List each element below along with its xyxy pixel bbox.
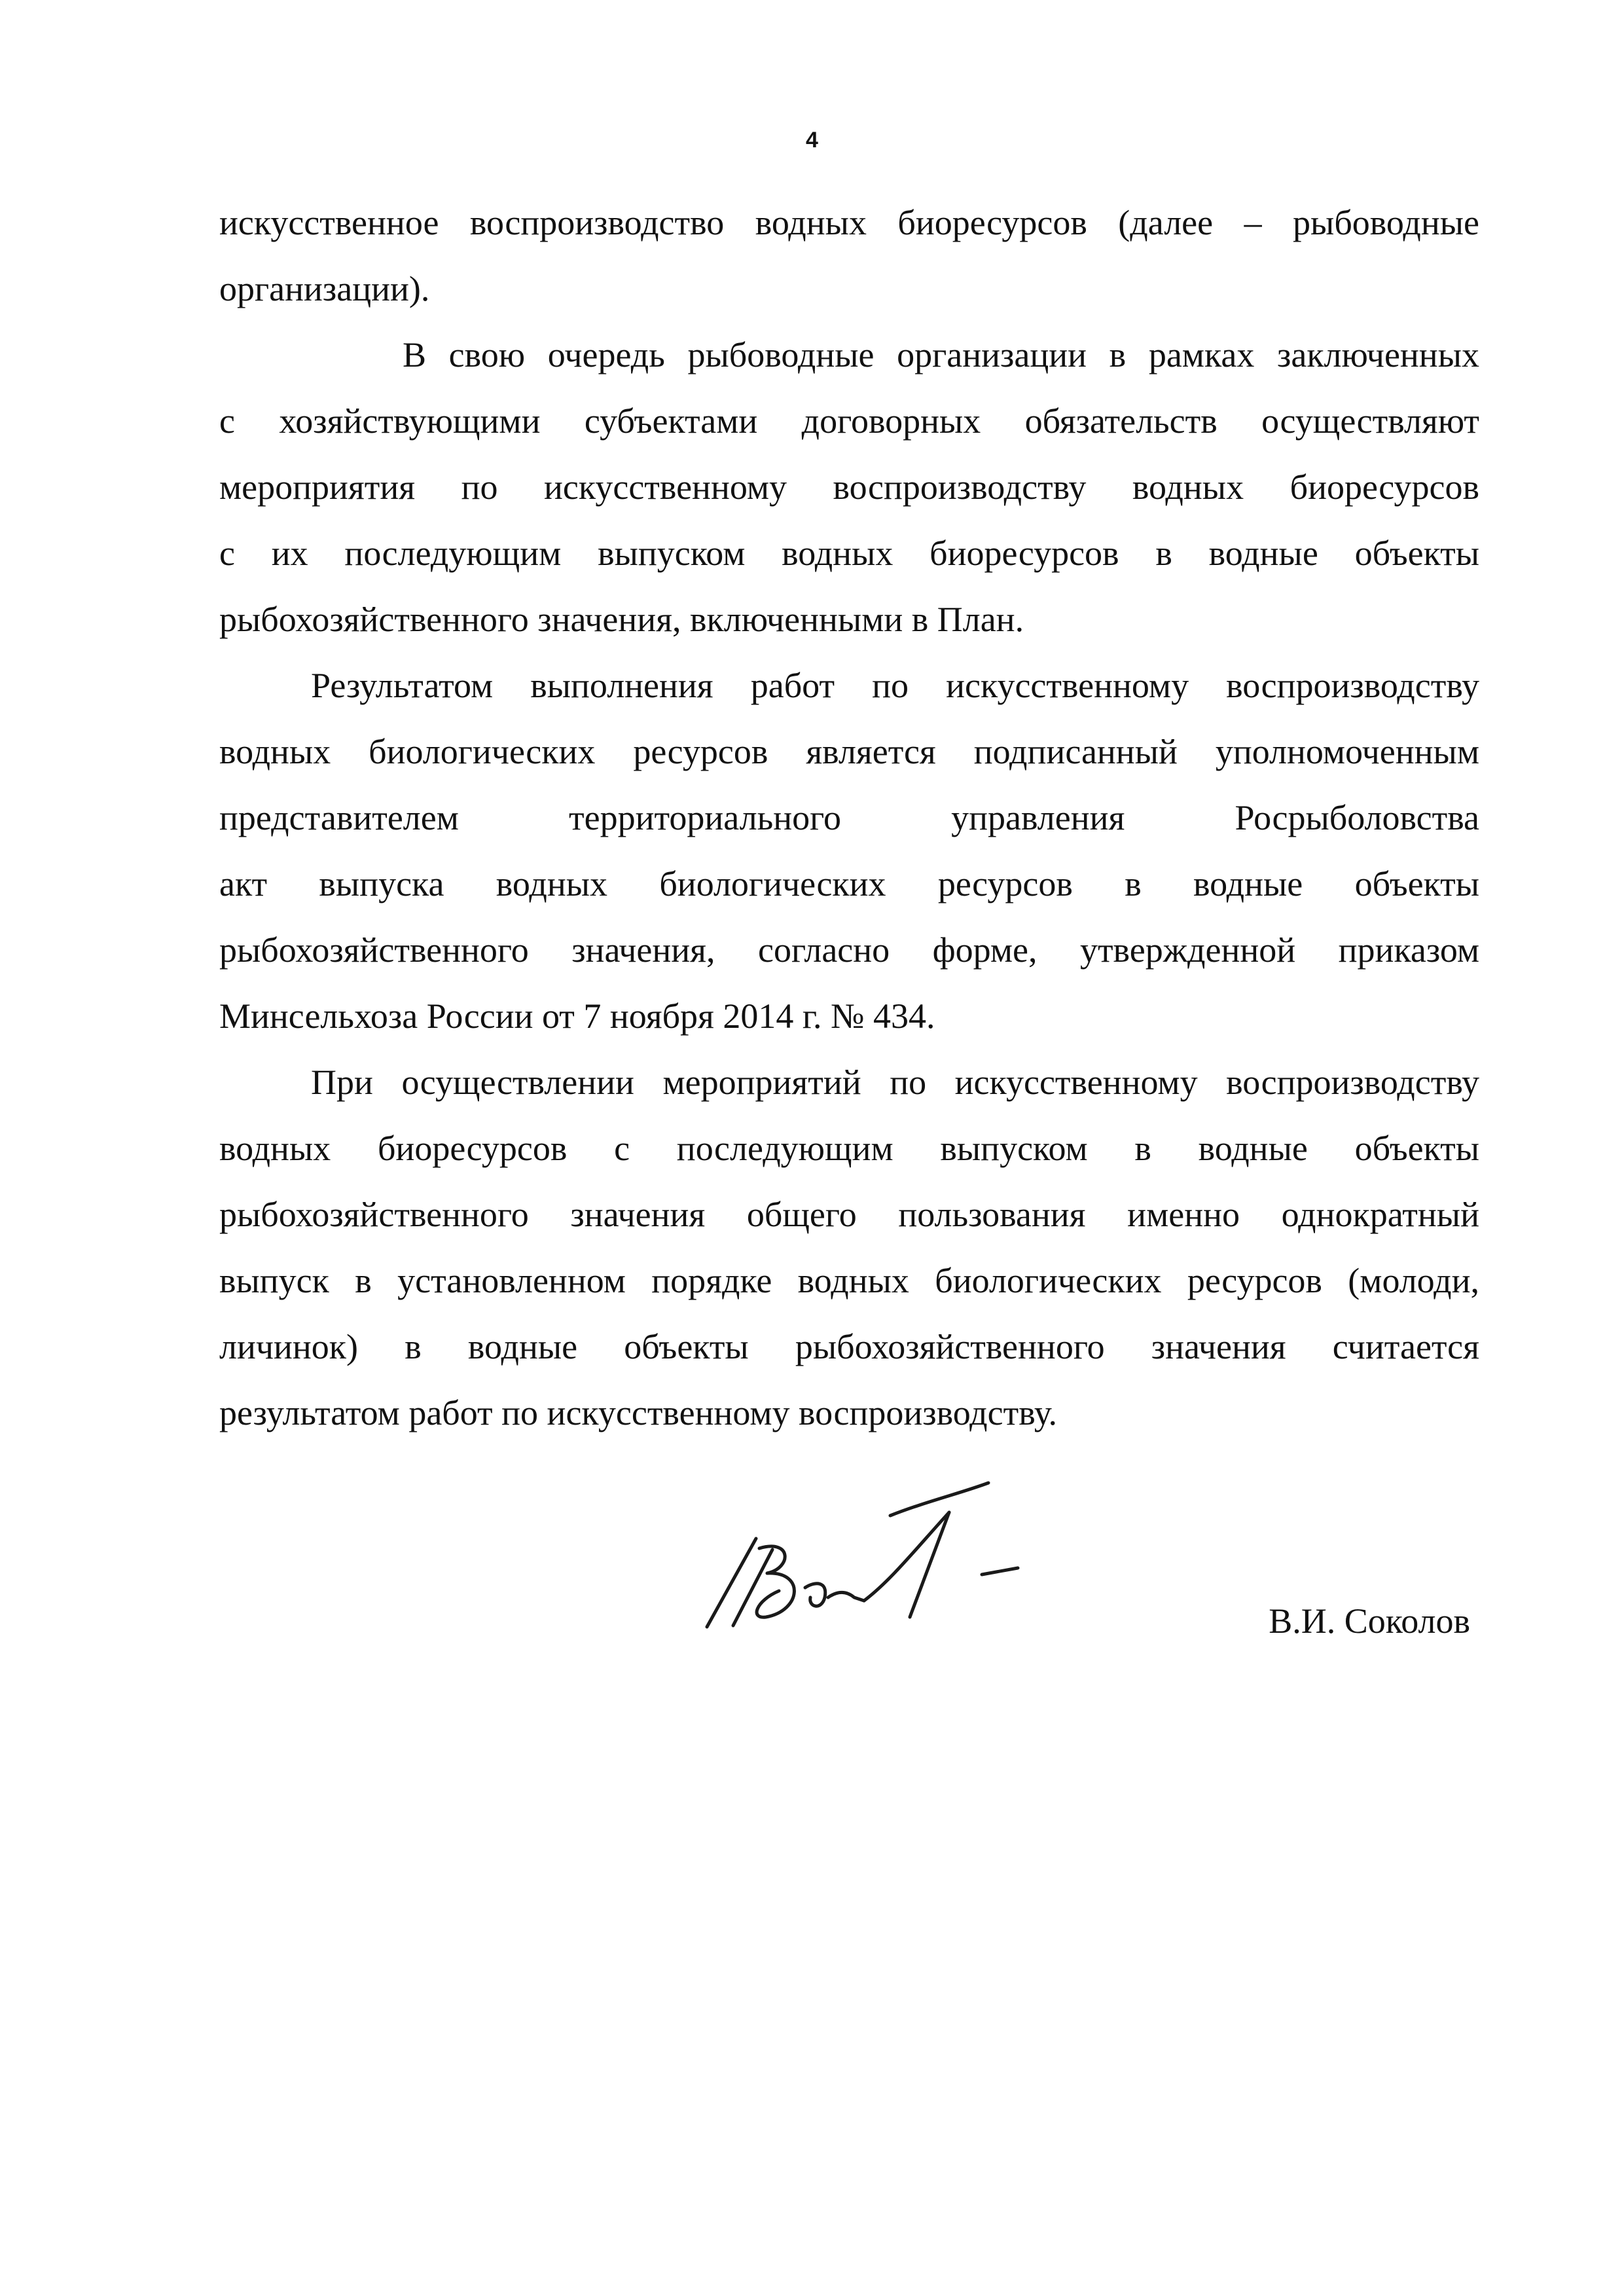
- paragraph-work-result: [219, 653, 1479, 1049]
- text-line: акт выпуска водных биологических ресурсов в водные объекты: [219, 864, 1479, 903]
- text-line: рыбохозяйственного значения, согласно форме, утвержденной приказом: [219, 930, 1479, 970]
- text-line: представителем территориального управления Росрыболовства: [219, 798, 1479, 837]
- text-line: выпуск в установленном порядке водных биологических ресурсов (молоди,: [219, 1261, 1479, 1300]
- text-line: с хозяйствующими субъектами договорных обязательств осуществляют: [219, 401, 1479, 441]
- text-line: мероприятия по искусственному воспроизводству водных биоресурсов: [219, 467, 1479, 507]
- paragraph-fish-farming-organizations: [219, 322, 1479, 653]
- text-line: При осуществлении мероприятий по искусственному воспроизводству: [311, 1063, 1479, 1102]
- text-line: личинок) в водные объекты рыбохозяйственного значения считается: [219, 1327, 1479, 1366]
- text-line: рыбохозяйственного значения, включенными в План.: [219, 600, 1024, 639]
- text-line: водных биологических ресурсов является подписанный уполномоченным: [219, 732, 1479, 771]
- text-line: водных биоресурсов с последующим выпуском в водные объекты: [219, 1129, 1479, 1168]
- text-line: организации).: [219, 269, 430, 308]
- page-number: 4: [806, 128, 818, 153]
- text-line: Результатом выполнения работ по искусственному воспроизводству: [311, 666, 1479, 705]
- text-line: В свою очередь рыбоводные организации в рамках заключенных: [403, 335, 1479, 374]
- paragraph-single-release: [219, 1049, 1479, 1446]
- paragraph-continuation: [219, 190, 1479, 322]
- text-line: искусственное воспроизводство водных биоресурсов (далее – рыбоводные: [219, 203, 1479, 242]
- document-body: [219, 190, 1479, 1446]
- text-line: Минсельхоза России от 7 ноября 2014 г. № 434.: [219, 996, 935, 1036]
- handwritten-signature: [694, 1476, 1034, 1633]
- text-line: рыбохозяйственного значения общего пользования именно однократный: [219, 1195, 1479, 1234]
- text-line: с их последующим выпуском водных биоресурсов в водные объекты: [219, 534, 1479, 573]
- signatory-name: В.И. Соколов: [1269, 1601, 1470, 1641]
- text-line: результатом работ по искусственному воспроизводству.: [219, 1393, 1057, 1432]
